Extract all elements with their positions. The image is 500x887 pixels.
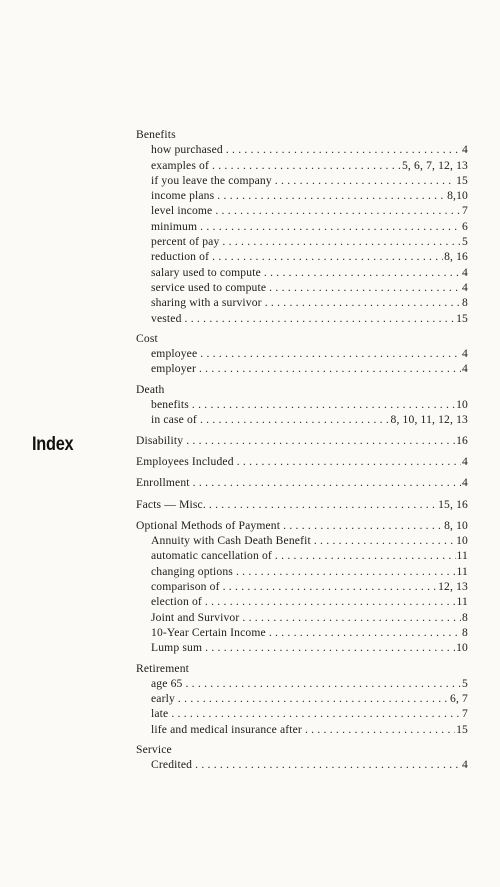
subentry-row [136,249,468,264]
subentry-row [136,594,468,609]
entry-title: Disability [136,433,184,447]
subentry-label: if you leave the company [151,173,272,187]
index-entry-enrollment [136,475,468,490]
subentry-label: reduction of [151,250,210,264]
entry-title: Enrollment [136,476,190,490]
dot-leader [269,280,461,295]
subentry-row [136,265,468,280]
dot-leader [275,173,455,188]
subentry-row [136,346,468,361]
page-numbers: 5, 6, 7, 12, 13 [401,158,468,172]
index-entry-employees-included [136,454,468,469]
subentry-row [136,610,468,625]
dot-leader [205,594,456,609]
subentry-row [136,722,468,737]
subentry-label: Lump sum [151,641,203,655]
page-numbers: 15 [456,311,468,325]
subentry-row [136,412,468,427]
page-numbers: 8, 10 [444,518,468,532]
dot-leader [283,518,443,533]
dot-leader [171,706,461,721]
subentry-row [136,564,468,579]
index-entry-cost [136,331,468,377]
dot-leader [200,412,390,427]
dot-leader [205,640,455,655]
dot-leader [192,397,455,412]
page-numbers: 6, 7 [450,692,468,706]
index-list [136,127,468,778]
entry-title: Optional Methods of Payment [136,518,281,532]
page-numbers: 16 [456,433,468,447]
page-numbers: 10 [456,534,468,548]
subentry-row [136,579,468,594]
page-numbers: 11 [456,595,468,609]
entry-heading-row [136,518,468,533]
entry-heading-row [136,742,468,757]
subentry-label: election of [151,595,202,609]
page-numbers: 4 [462,347,468,361]
dot-leader [199,361,461,376]
index-entry-disability [136,433,468,448]
subentry-label: how purchased [151,143,223,157]
subentry-label: benefits [151,398,189,412]
dot-leader [314,533,455,548]
entry-title: Benefits [136,128,176,141]
page-numbers: 10 [456,641,468,655]
dot-leader [236,564,456,579]
subentry-label: 10-Year Certain Income [151,625,266,639]
subentry-row [136,676,468,691]
dot-leader [226,142,461,157]
page-numbers: 8,10 [447,189,468,203]
page-numbers: 6 [462,219,468,233]
dot-leader [185,676,461,691]
dot-leader [215,203,461,218]
dot-leader [264,265,461,280]
subentry-label: service used to compute [151,280,267,294]
subentry-label: percent of pay [151,235,220,249]
subentry-label: Credited [151,758,193,772]
page-numbers: 4 [462,265,468,279]
subentry-row [136,625,468,640]
entry-title: Retirement [136,661,190,675]
dot-leader [193,475,461,490]
dot-leader [212,158,401,173]
subentry-row [136,311,468,326]
dot-leader [200,346,461,361]
entry-title: Service [136,742,172,756]
dot-leader [217,188,446,203]
page-numbers: 4 [462,758,468,772]
subentry-row [136,219,468,234]
subentry-row [136,640,468,655]
page-numbers: 11 [456,564,468,578]
page-numbers: 12, 13 [438,580,468,594]
entry-heading-row [136,331,468,346]
entry-heading-row [136,497,468,512]
subentry-row [136,533,468,548]
dot-leader [265,295,461,310]
dot-leader [275,548,456,563]
subentry-row [136,280,468,295]
subentry-row [136,706,468,721]
subentry-label: life and medical insurance after [151,722,302,736]
subentry-label: late [151,707,169,721]
subentry-label: automatic cancellation of [151,549,272,563]
dot-leader [186,433,455,448]
dot-leader [195,757,461,772]
subentry-label: level income [151,204,213,218]
entry-title: Employees Included [136,454,234,468]
subentry-row [136,203,468,218]
subentry-label: employee [151,347,198,361]
index-entry-service [136,742,468,773]
page-numbers: 8 [462,296,468,310]
page-numbers: 4 [462,143,468,157]
dot-leader [222,234,461,249]
dot-leader [200,219,461,234]
dot-leader [305,722,455,737]
subentry-label: changing options [151,564,233,578]
index-entry-facts-misc [136,497,468,512]
entry-heading-row [136,433,468,448]
subentry-row [136,757,468,772]
entry-heading-row [136,661,468,676]
subentry-row [136,295,468,310]
subentry-label: in case of [151,413,197,427]
dot-leader [178,691,449,706]
index-entry-optional-methods-of-payment [136,518,468,656]
page-numbers: 15 [456,173,468,187]
dot-leader [185,311,456,326]
subentry-label: income plans [151,189,215,203]
page-numbers: 4 [462,454,468,468]
subentry-row [136,188,468,203]
entry-heading-row [136,382,468,397]
subentry-row [136,158,468,173]
page-title: Index [32,434,74,455]
page-numbers: 8 [462,610,468,624]
entry-title: Cost [136,331,158,345]
page-numbers: 4 [462,476,468,490]
dot-leader [237,454,461,469]
dot-leader [242,610,461,625]
page-numbers: 15, 16 [438,497,468,511]
page-numbers: 5 [462,676,468,690]
page-numbers: 8, 10, 11, 12, 13 [390,413,468,427]
subentry-label: Joint and Survivor [151,610,240,624]
page-numbers: 5 [462,235,468,249]
subentry-label: employer [151,362,196,376]
entry-title: Death [136,382,165,396]
index-entry-benefits [136,127,468,326]
page-numbers: 4 [462,362,468,376]
subentry-row [136,548,468,563]
subentry-label: minimum [151,219,198,233]
subentry-label: Annuity with Cash Death Benefit [151,534,311,548]
subentry-row [136,361,468,376]
page-numbers: 7 [462,707,468,721]
dot-leader [269,625,461,640]
page-numbers: 7 [462,204,468,218]
subentry-label: sharing with a survivor [151,296,262,310]
entry-heading-row [136,475,468,490]
subentry-row [136,691,468,706]
entry-title: Facts — Misc. [136,497,206,511]
subentry-row [136,397,468,412]
subentry-label: age 65 [151,676,183,690]
subentry-row [136,142,468,157]
dot-leader [209,497,437,512]
dot-leader [223,579,438,594]
entry-heading-row [136,454,468,469]
subentry-label: vested [151,311,182,325]
index-entry-retirement [136,661,468,737]
subentry-label: comparison of [151,580,220,594]
page-numbers: 8, 16 [444,250,468,264]
entry-heading-row [136,127,468,142]
dot-leader [212,249,443,264]
index-entry-death [136,382,468,428]
page-numbers: 8 [462,625,468,639]
page-numbers: 10 [456,398,468,412]
subentry-label: salary used to compute [151,265,261,279]
subentry-row [136,173,468,188]
page-numbers: 4 [462,280,468,294]
subentry-label: early [151,692,175,706]
page-numbers: 11 [456,549,468,563]
subentry-label: examples of [151,158,209,172]
subentry-row [136,234,468,249]
page-numbers: 15 [456,722,468,736]
